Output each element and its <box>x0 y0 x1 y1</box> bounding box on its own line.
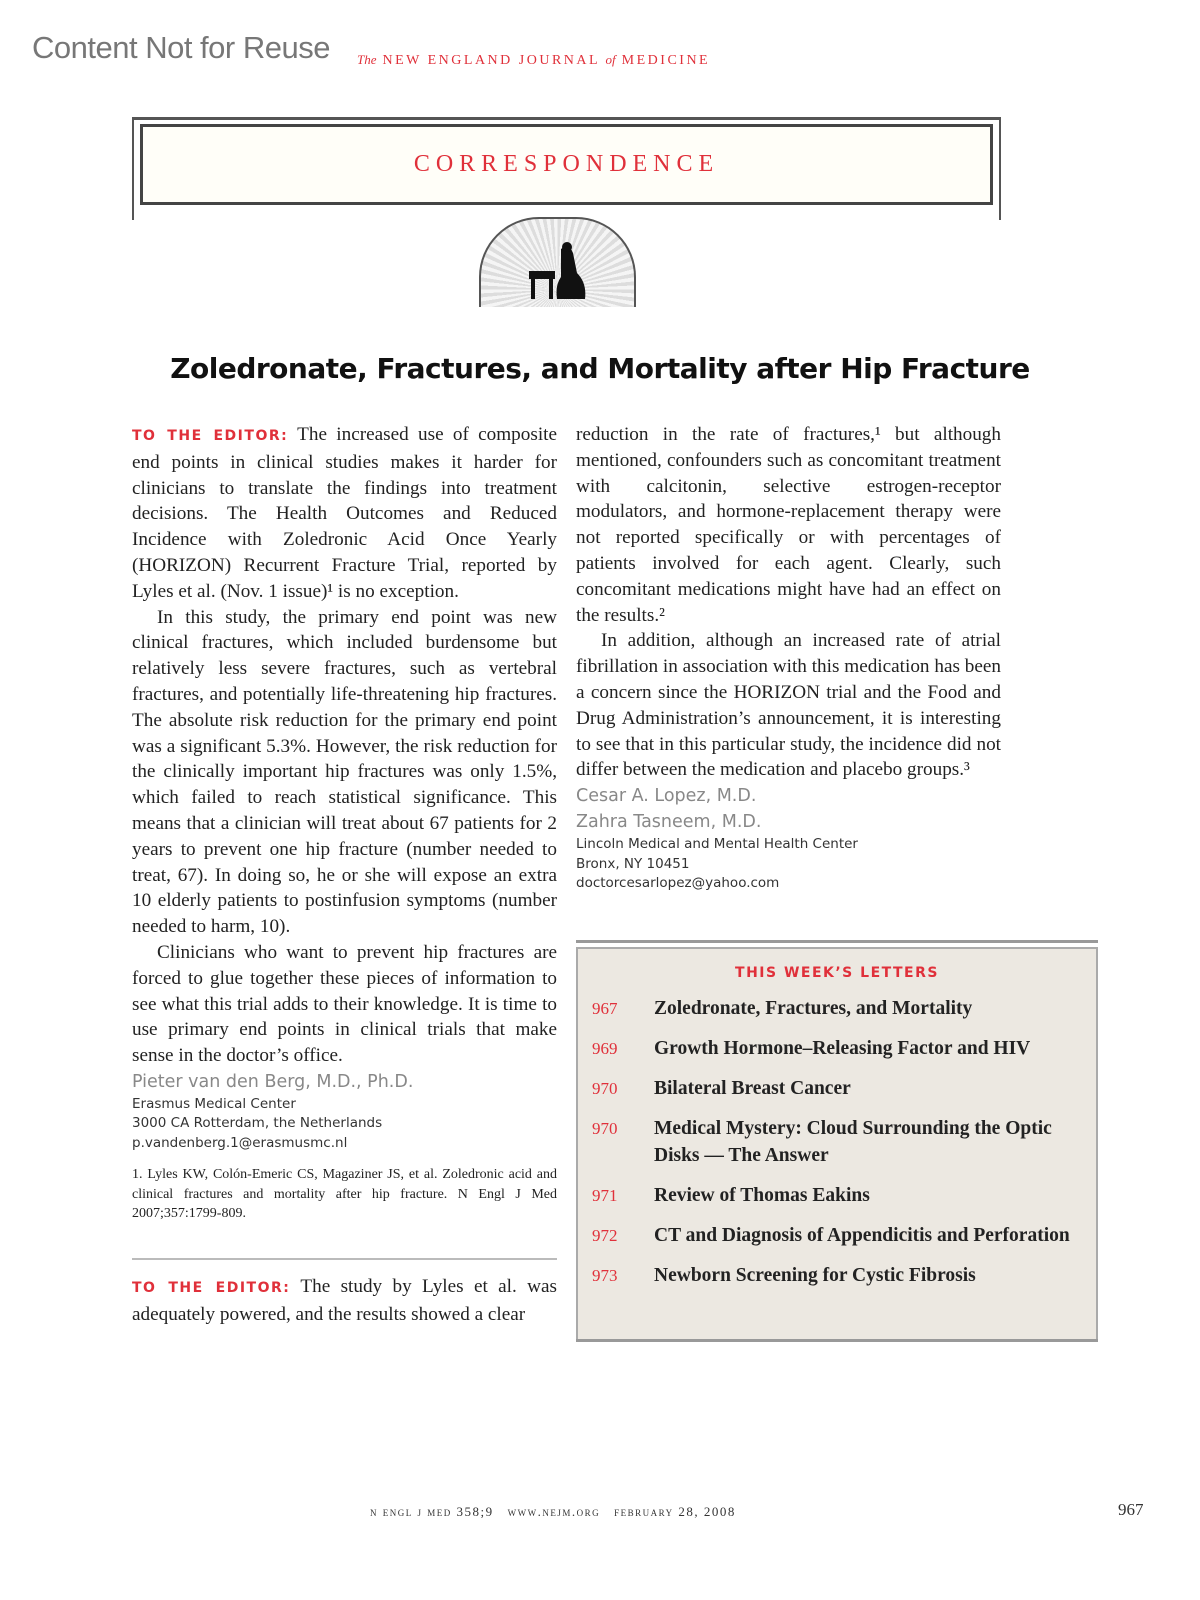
letter-item[interactable] <box>592 1262 1082 1289</box>
letter2-email[interactable]: doctorcesarlopez@yahoo.com <box>576 875 780 892</box>
letter-title: Medical Mystery: Cloud Surrounding the Optic Disks — The Answer <box>654 1118 1052 1166</box>
this-weeks-letters-box <box>576 940 1098 1342</box>
letter-item[interactable] <box>592 1075 1082 1102</box>
left-column <box>132 422 557 1328</box>
letters-heading: THIS WEEK’S LETTERS <box>735 965 939 981</box>
letter-item[interactable] <box>592 995 1082 1022</box>
letter1-author: Pieter van den Berg, M.D., Ph.D. <box>132 1071 414 1092</box>
letter-page: 970 <box>592 1119 618 1138</box>
letter2-paragraph: In addition, although an increased rate of atrial fibrillation in association with this medication has been a concern since the HORIZON trial and the Food and Drug Administration’s announcement, it is interesting to see that in this particular study, the incidence did not differ between the medication and placebo groups.³ <box>576 630 1001 781</box>
letter-item[interactable] <box>592 1035 1082 1062</box>
section-title: CORRESPONDENCE <box>413 151 720 177</box>
letter2-paragraph: TO THE EDITOR: The study by Lyles et al. was adequately powered, and the results showed a clear <box>132 1275 557 1325</box>
letter-page: 967 <box>592 999 618 1018</box>
letter-item[interactable] <box>592 1222 1082 1249</box>
letter2-affiliation: Lincoln Medical and Mental Health Center <box>576 836 858 853</box>
letter-page: 970 <box>592 1079 618 1098</box>
letter2-author: Zahra Tasneem, M.D. <box>576 812 762 833</box>
journal-header: The NEW ENGLAND JOURNAL of MEDICINE <box>357 52 711 68</box>
page-number: 967 <box>1118 1500 1144 1519</box>
footer-citation: n engl j med 358;9 www.nejm.org february 28, 2008 <box>370 1504 736 1519</box>
watermark: Content Not for Reuse <box>32 30 330 65</box>
letter1-affiliation: Erasmus Medical Center <box>132 1095 296 1112</box>
letter1-email[interactable]: p.vandenberg.1@erasmusmc.nl <box>132 1134 348 1151</box>
letter2-address: Bronx, NY 10451 <box>576 855 690 872</box>
letter1-address: 3000 CA Rotterdam, the Netherlands <box>132 1115 383 1132</box>
letter2-author: Cesar A. Lopez, M.D. <box>576 786 757 807</box>
letter-title: Growth Hormone–Releasing Factor and HIV <box>654 1038 1031 1059</box>
reference: 1. Lyles KW, Colón-Emeric CS, Magaziner JS, et al. Zoledronic acid and clinical fractures and mortality after hip fracture. N Engl J Med 2007;357:1799-809. <box>132 1167 557 1222</box>
letter1-paragraph: In this study, the primary end point was new clinical fractures, which included burdensome but relatively less severe fractures, such as vertebral fractures, and potentially life-threatening hip fractures. The absolute risk reduction for the primary end point was a significant 5.3%. However, the risk reduction for the clinically important hip fractures was only 1.5%, which failed to reach statistical significance. This means that a clinician will treat about 67 patients for 2 years to prevent one hip fracture (number needed to treat, 67). In doing so, he or she will expose an extra 10 elderly patients to postinfusion symptoms (number needed to harm, 10). <box>132 606 557 938</box>
scribe-logo-icon <box>479 217 636 307</box>
letter1-paragraph: TO THE EDITOR: The increased use of composite end points in clinical studies makes it harder for clinicians to translate the findings into treatment decisions. The Health Outcomes and Reduced Incidence with Zoledronic Acid Once Yearly (HORIZON) Recurrent Fracture Trial, reported by Lyles et al. (Nov. 1 issue)¹ is no exception. <box>132 424 557 602</box>
letter-title: Newborn Screening for Cystic Fibrosis <box>654 1265 976 1286</box>
article-title: Zoledronate, Fractures, and Mortality after Hip Fracture <box>170 352 1030 385</box>
letter-title: CT and Diagnosis of Appendicitis and Perforation <box>654 1225 1070 1246</box>
letter-page: 969 <box>592 1039 618 1058</box>
letter-title: Bilateral Breast Cancer <box>654 1078 851 1099</box>
letter-page: 971 <box>592 1186 618 1205</box>
divider <box>132 1258 557 1260</box>
letter-title: Review of Thomas Eakins <box>654 1185 870 1206</box>
letter-page: 972 <box>592 1226 618 1245</box>
letter-item[interactable] <box>592 1182 1082 1209</box>
section-banner <box>140 124 993 205</box>
letter-title: Zoledronate, Fractures, and Mortality <box>654 998 973 1019</box>
letter-item[interactable] <box>592 1115 1082 1169</box>
letter2-paragraph-continued: reduction in the rate of fractures,¹ but although mentioned, confounders such as concomitant treatment with calcitonin, selective estrogen-receptor modulators, and hormone-replacement therapy were not reported specifically or with percentages of patients involved for each agent. Clearly, such concomitant medications might have had an effect on the results.² <box>576 424 1001 626</box>
letter-page: 973 <box>592 1266 618 1285</box>
letter1-paragraph: Clinicians who want to prevent hip fractures are forced to glue together these pieces of information to see what this trial adds to their knowledge. It is time to use primary end points in clinical trials that make sense in the doctor’s office. <box>132 941 557 1067</box>
